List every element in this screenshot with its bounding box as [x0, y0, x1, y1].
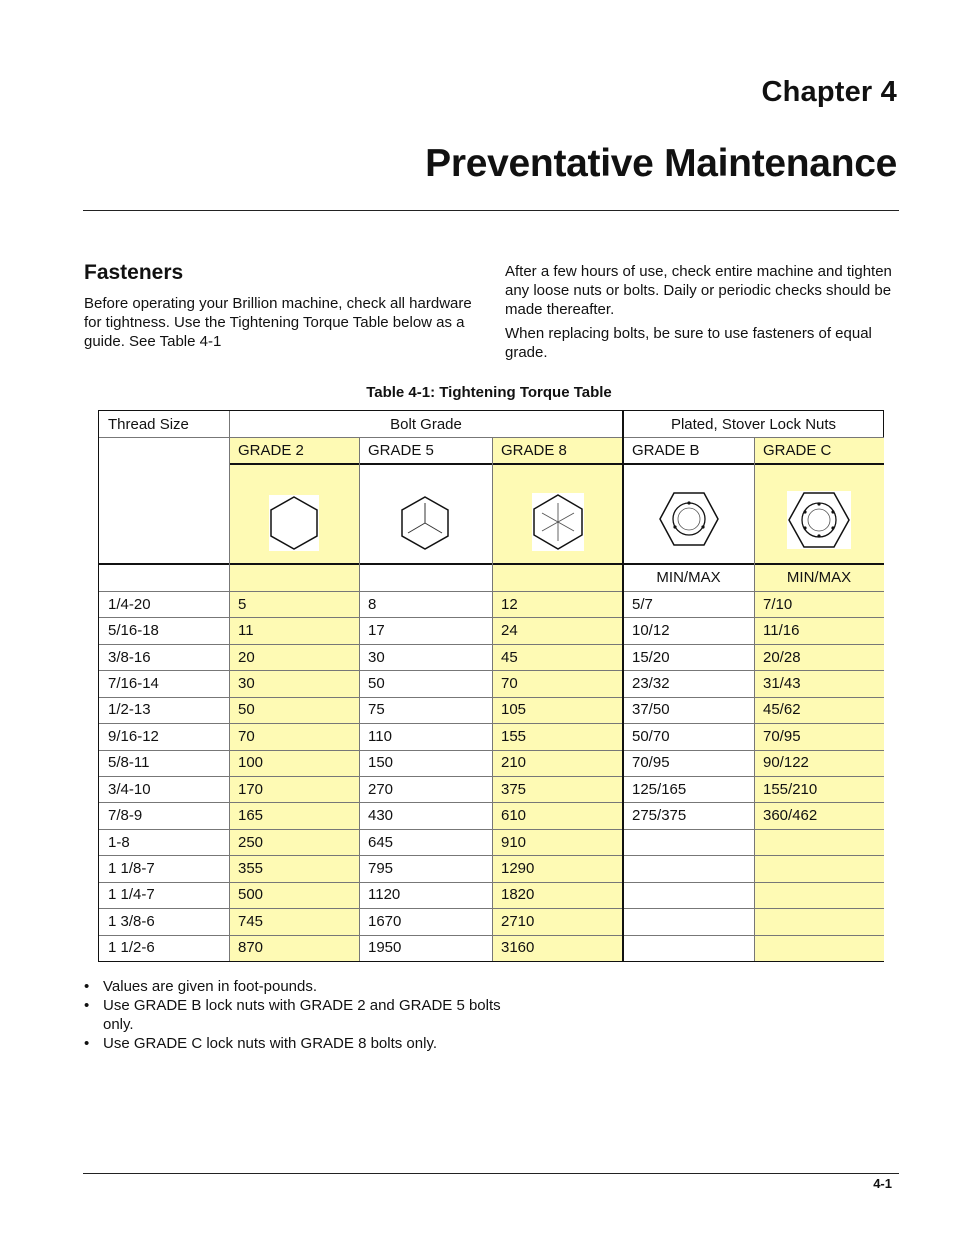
table-cell: 1 1/4-7 — [108, 886, 155, 904]
table-cell: 1950 — [368, 939, 402, 957]
table-cell: 75 — [368, 701, 385, 719]
grade-b-minmax: MIN/MAX — [656, 568, 721, 586]
intro-paragraph: Before operating your Brillion machine, check all hardware for tightness. Use the Tightening Torque Table below as a guide. See Table 4-1 — [84, 295, 472, 350]
replacement-paragraph: When replacing bolts, be sure to use fasteners of equal grade. — [505, 325, 872, 361]
table-cell: 1-8 — [108, 833, 130, 851]
table-cell: 70 — [501, 674, 518, 692]
inspection-paragraph: After a few hours of use, check entire machine and tighten any loose nuts or bolts. Daily or periodic checks should be made thereafter. — [505, 263, 892, 318]
table-cell — [754, 935, 884, 961]
table-cell: 8 — [368, 595, 377, 613]
page-number: 4-1 — [873, 1176, 892, 1191]
grade-b-header: GRADE B — [632, 441, 700, 459]
table-cell: 1 1/8-7 — [108, 860, 155, 877]
table-cell: 20 — [238, 648, 255, 666]
table-cell: 45 — [501, 648, 518, 666]
table-cell: 150 — [368, 754, 394, 772]
table-cell: 155/210 — [763, 780, 818, 798]
footer-divider — [83, 1173, 899, 1174]
table-cell: 1/4-20 — [108, 595, 151, 613]
section-heading: Fasteners — [84, 261, 184, 284]
table-cell: 170 — [238, 780, 264, 798]
note-item: • Use GRADE C lock nuts with GRADE 8 bolts only. — [84, 1035, 437, 1052]
grade-8-header: GRADE 8 — [501, 441, 567, 459]
table-cell: 50 — [368, 674, 385, 692]
table-cell — [754, 908, 884, 934]
table-cell: 3/4-10 — [108, 780, 151, 798]
table-cell: 90/122 — [763, 754, 809, 772]
page-title: Preventative Maintenance — [425, 142, 897, 185]
table-cell: 37/50 — [632, 701, 670, 719]
header-thread-size: Thread Size — [108, 415, 189, 433]
table-cell: 15/20 — [632, 648, 670, 666]
table-cell: 355 — [238, 860, 264, 877]
table-cell: 105 — [501, 701, 527, 719]
table-cell: 70 — [238, 727, 255, 745]
grid-line — [622, 411, 624, 961]
header-bolt-grade: Bolt Grade — [390, 415, 462, 433]
table-cell: 7/16-14 — [108, 674, 159, 692]
table-cell — [754, 829, 884, 855]
table-cell — [623, 855, 754, 881]
table-cell: 3160 — [501, 939, 535, 957]
table-cell: 2710 — [501, 912, 535, 930]
table-cell: 275/375 — [632, 807, 687, 825]
table-cell: 1670 — [368, 912, 402, 930]
table-cell: 210 — [501, 754, 527, 772]
table-cell: 17 — [368, 622, 385, 640]
grid-line — [359, 437, 360, 961]
table-cell: 910 — [501, 833, 527, 851]
table-cell: 1290 — [501, 860, 535, 877]
header-divider — [83, 210, 899, 211]
table-cell: 20/28 — [763, 648, 801, 666]
table-cell: 155 — [501, 727, 527, 745]
table-cell: 23/32 — [632, 674, 670, 692]
grade-c-minmax: MIN/MAX — [786, 568, 852, 586]
grade-2-header: GRADE 2 — [238, 441, 304, 459]
table-cell: 9/16-12 — [108, 727, 159, 745]
table-cell: 70/95 — [763, 727, 801, 745]
table-cell: 31/43 — [763, 674, 801, 692]
table-cell: 11/16 — [763, 622, 800, 640]
table-cell — [754, 882, 884, 908]
table-cell: 360/462 — [763, 807, 818, 825]
table-cell — [754, 855, 884, 881]
grid-line — [492, 437, 493, 961]
table-cell: 7/10 — [763, 595, 793, 613]
table-cell: 375 — [501, 780, 527, 798]
grade-2-bolt-icon — [269, 495, 319, 551]
notes-list — [84, 977, 503, 1053]
note-text: Use GRADE B lock nuts with GRADE 2 and GRADE 5 bolts only. — [103, 997, 501, 1033]
header-lock-nuts: Plated, Stover Lock Nuts — [670, 415, 837, 433]
table-cell: 5 — [238, 595, 247, 613]
table-cell: 165 — [238, 807, 264, 825]
table-cell: 870 — [238, 939, 264, 957]
grade-b-nut-icon — [658, 491, 720, 547]
table-cell: 250 — [238, 833, 264, 851]
table-cell: 795 — [368, 860, 394, 877]
table-cell: 7/8-9 — [108, 807, 143, 825]
table-cell: 1/2-13 — [108, 701, 151, 719]
grade-5-header: GRADE 5 — [368, 441, 434, 459]
table-cell — [623, 908, 754, 934]
table-cell: 12 — [501, 595, 518, 613]
table-cell: 45/62 — [763, 701, 801, 719]
table-cell: 100 — [238, 754, 264, 772]
note-text: Use GRADE C lock nuts with GRADE 8 bolts only. — [103, 1035, 437, 1052]
table-cell: 1 1/2-6 — [108, 939, 155, 957]
table-cell: 610 — [501, 807, 527, 825]
grade-8-bolt-icon — [532, 493, 584, 551]
note-text: Values are given in foot-pounds. — [103, 978, 318, 995]
table-cell: 30 — [238, 674, 255, 692]
table-cell: 745 — [238, 912, 264, 930]
table-cell: 50/70 — [632, 727, 670, 745]
table-cell: 50 — [238, 701, 255, 719]
table-cell: 645 — [368, 833, 394, 851]
table-cell: 5/16-18 — [108, 622, 159, 640]
note-item: • Use GRADE B lock nuts with GRADE 2 and GRADE 5 bolts only. — [84, 997, 501, 1033]
table-cell: 1 3/8-6 — [108, 912, 155, 930]
table-cell: 110 — [368, 727, 392, 745]
table-cell — [623, 829, 754, 855]
grade-c-nut-icon — [787, 491, 851, 549]
table-cell: 24 — [501, 622, 518, 640]
table-cell — [623, 882, 754, 908]
grid-line — [229, 463, 884, 465]
grade-5-bolt-icon — [400, 495, 450, 551]
table-cell: 500 — [238, 886, 264, 904]
torque-table — [98, 410, 884, 962]
table-cell: 30 — [368, 648, 385, 666]
grid-line — [754, 437, 755, 961]
table-cell: 125/165 — [632, 780, 687, 798]
table-cell: 5/7 — [632, 595, 653, 613]
note-item: • Values are given in foot-pounds. — [84, 978, 318, 995]
grid-line — [229, 411, 230, 961]
table-caption: Table 4-1: Tightening Torque Table — [366, 384, 612, 401]
table-cell: 430 — [368, 807, 394, 825]
table-cell: 3/8-16 — [108, 648, 151, 666]
table-cell: 270 — [368, 780, 394, 798]
table-cell: 11 — [238, 622, 254, 640]
table-cell: 5/8-11 — [108, 754, 150, 772]
table-cell: 70/95 — [632, 754, 670, 772]
table-cell — [623, 935, 754, 961]
chapter-label: Chapter 4 — [761, 76, 897, 108]
grade-c-header: GRADE C — [763, 441, 832, 459]
table-cell: 10/12 — [632, 622, 670, 640]
table-cell: 1120 — [368, 886, 401, 904]
table-cell: 1820 — [501, 886, 535, 904]
